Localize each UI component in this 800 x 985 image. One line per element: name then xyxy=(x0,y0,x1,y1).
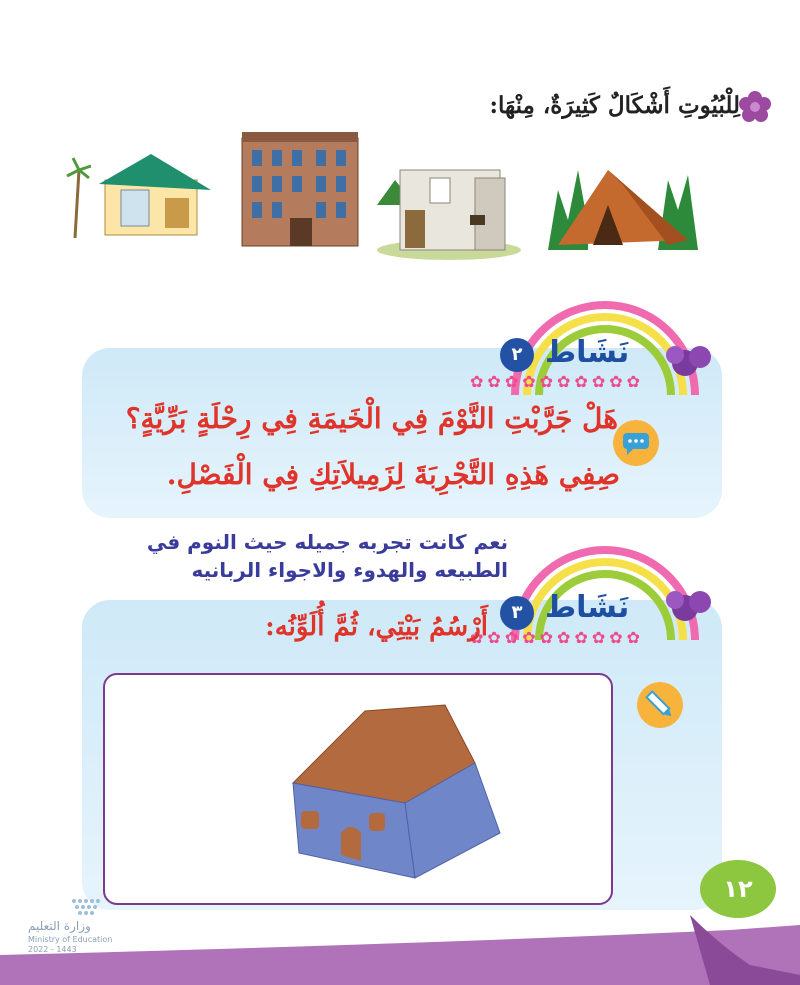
ministry-year: 2022 - 1443 xyxy=(28,945,77,954)
tall-building-image xyxy=(238,128,362,250)
mud-house-image xyxy=(375,150,523,260)
drawing-area[interactable] xyxy=(103,673,613,905)
activity2-number: ٢ xyxy=(500,338,534,372)
ministry-name-ar: وزارة التعليم xyxy=(28,919,91,933)
activity3-number: ٣ xyxy=(500,596,534,630)
flower-bullet-icon xyxy=(738,90,772,124)
activity3-instruction: أَرْسُمُ بَيْتِي، ثُمَّ أُلَوِّنُه: xyxy=(265,612,488,642)
handwritten-answer xyxy=(128,528,508,584)
ministry-logo xyxy=(28,895,120,965)
ministry-name-en: Ministry of Education xyxy=(28,935,113,944)
intro-heading: لِلْبُيُوتِ أَشْكَالٌ كَثِيرَةٌ، مِنْهَا: xyxy=(489,92,740,119)
flowers-decoration: ✿✿✿✿✿✿✿✿✿✿ xyxy=(470,628,645,647)
activity2-instruction: صِفِي هَذِهِ التَّجْرِبَةَ لِزَمِيلاَتِكِ فِي الْفَصْلِ. xyxy=(166,458,620,491)
handwritten-line-2: الطبيعه والهدوء والاجواء الربانيه xyxy=(191,558,508,582)
activity2-label: نَشَاط xyxy=(545,335,630,370)
flowers-decoration: ✿✿✿✿✿✿✿✿✿✿ xyxy=(470,372,645,391)
bottom-wave-decoration xyxy=(0,905,800,985)
villa-image xyxy=(65,150,213,238)
ministry-logo-icon xyxy=(68,895,118,917)
handwritten-line-1: نعم كانت تجربه جميله حيث النوم في xyxy=(146,530,508,554)
activity2-question: هَلْ جَرَّبْتِ النَّوْمَ فِي الْخَيمَةِ فِي رِحْلَةٍ بَرِّيَّةٍ؟ xyxy=(125,402,618,435)
tent-image xyxy=(548,150,698,250)
page-number: ١٢ xyxy=(700,860,776,918)
pencil-icon xyxy=(637,682,683,728)
speech-bubble-icon xyxy=(613,420,659,466)
house-drawing xyxy=(285,703,525,883)
activity3-label: نَشَاط xyxy=(545,590,630,625)
